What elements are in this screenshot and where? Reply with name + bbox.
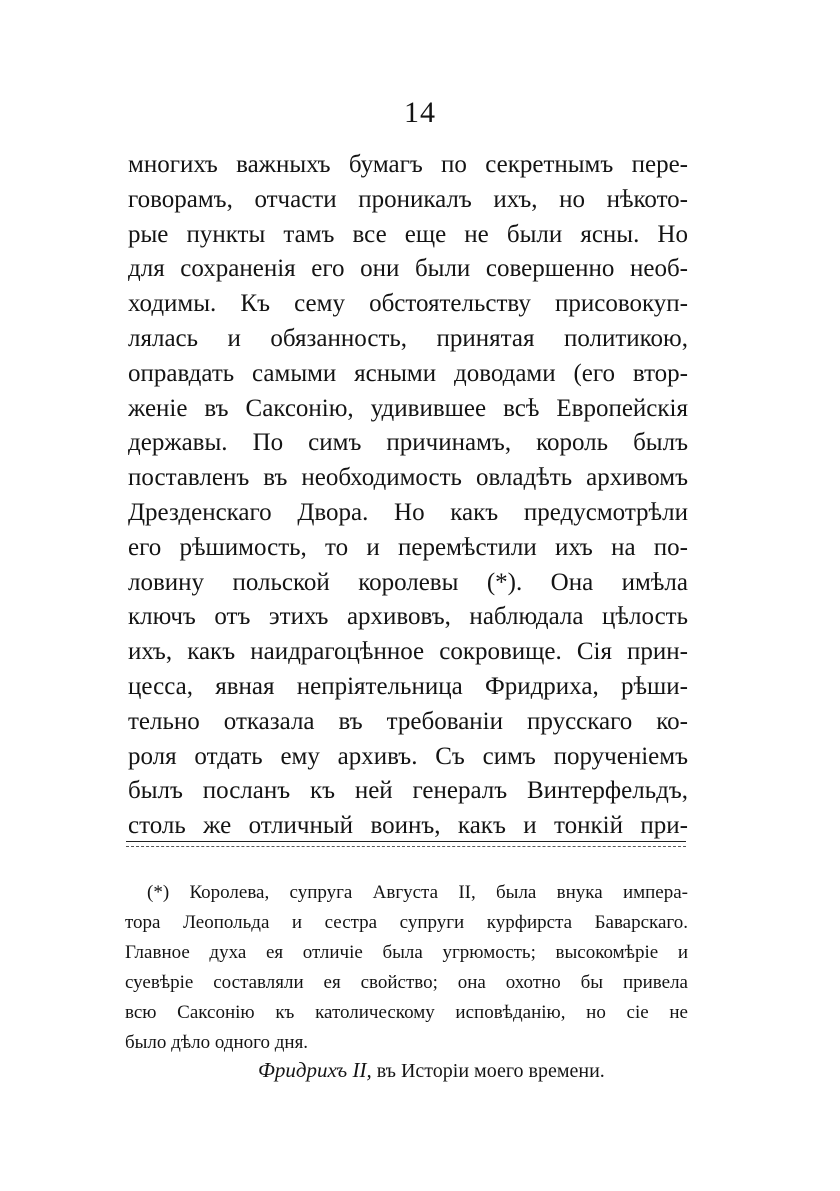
text-line: женіе въ Саксонію, удивившее всѣ Европейскія [128,394,688,422]
attribution-author: Фридрихъ II, [258,1058,372,1082]
footnote-line: суевѣріе составляли ея свойство; она охотно бы привела [125,972,688,993]
text-line: Дрезденскаго Двора. Но какъ предусмотрѣли [128,498,688,526]
text-line: поставленъ въ необходимость овладѣть архивомъ [128,464,688,492]
main-text [128,148,688,844]
text-line: ихъ, какъ наидрагоцѣнное сокровище. Сія прин- [128,638,688,666]
attribution-source: въ Исторіи моего времени. [376,1060,605,1082]
footnote-attribution [258,1058,605,1083]
text-line: ключъ отъ этихъ архивовъ, наблюдала цѣлость [128,603,688,631]
text-line: многихъ важныхъ бумагъ по секретнымъ пере- [128,151,688,178]
text-line: ловину польской королевы (*). Она имѣла [128,568,688,596]
text-line: былъ посланъ къ ней генералъ Винтерфельдъ, [128,777,688,805]
text-line: цесса, явная непріятельница Фридриха, рѣши- [128,672,688,700]
page-number: 14 [404,96,436,129]
footnote-line: было дѣло одного дня. [125,1032,309,1053]
footnote-line: тора Леопольда и сестра супруги курфирста Баварскаго. [125,912,688,933]
text-line: державы. По симъ причинамъ, король былъ [128,429,688,457]
text-line: ходимы. Къ сему обстоятельству присовокуп- [128,290,688,318]
text-line: оправдать самыми ясными доводами (его втор- [128,359,688,387]
footnote [125,878,688,1058]
text-line: его рѣшимость, то и перемѣстили ихъ на по- [128,533,688,561]
text-line: говорамъ, отчасти проникалъ ихъ, но нѣкото- [128,185,688,213]
footnote-separator-dashed [126,846,686,847]
text-line: для сохраненія его они были совершенно необ- [128,255,688,283]
footnote-line: Главное духа ея отличіе была угрюмость; высокомѣріе и [125,942,688,963]
footnote-separator [126,841,686,842]
footnote-line: (*) Королева, супруга Августа II, была внука импера- [147,882,688,903]
footnote-line: всю Саксонію къ католическому исповѣданію, но сіе не [125,1002,688,1023]
text-line: тельно отказала въ требованіи прусскаго ко- [128,707,688,735]
text-line: столь же отличный воинъ, какъ и тонкій при- [128,812,688,840]
text-line: лялась и обязанность, принятая политикою, [128,324,688,352]
text-line: роля отдать ему архивъ. Съ симъ порученіемъ [128,742,688,770]
text-line: рые пункты тамъ все еще не были ясны. Но [128,220,688,248]
